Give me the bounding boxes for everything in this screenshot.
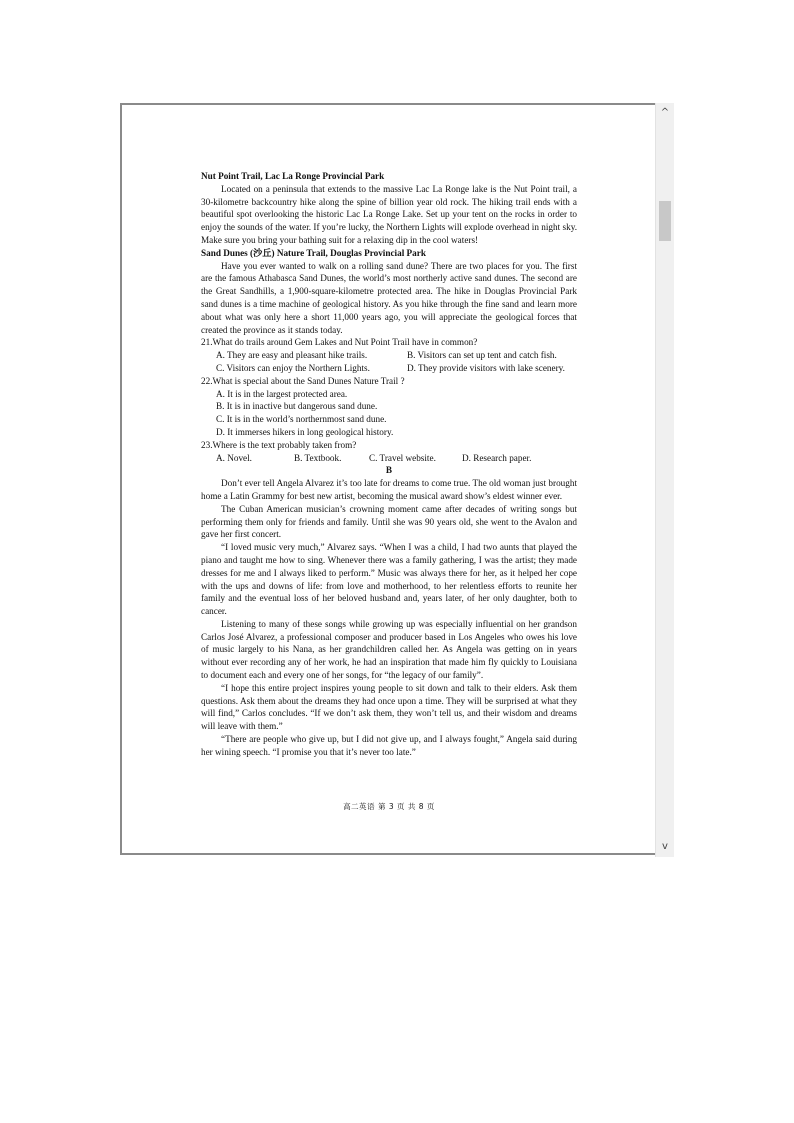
- vertical-scrollbar[interactable]: [655, 103, 674, 857]
- option-21b: B. Visitors can set up tent and catch fish.: [407, 350, 557, 361]
- page-footer: 高二英语 第 3 页 共 8 页: [343, 802, 435, 811]
- option-21c: C. Visitors can enjoy the Northern Lights.: [216, 362, 370, 373]
- paragraph-b4: Listening to many of these songs while growing up was especially influential on her grandson Carlos José Alvarez, a professional composer and producer based in Los Angeles who owes his love of music largely to his Nana, as her grandchildren called her. As Angela was getting on in years without ever recording any of her work, he had an inspiration that made him fly quickly to Louisiana to document each and every one of her songs, for “the legacy of our family”.: [201, 618, 577, 681]
- option-23c: C. Travel website.: [369, 452, 436, 463]
- option-22d: D. It immerses hikers in long geological history.: [216, 426, 394, 437]
- paragraph-sand-dunes: Have you ever wanted to walk on a rolling sand dune? There are two places for you. The first are the famous Athabasca Sand Dunes, the world’s most northerly active sand dunes. The second are the Great Sandhills, a 1,900-square-kilometre protected area. The hike in Douglas Provincial Park sand dunes is a time machine of geological history. As you hike through the fine sand and learn more about what was only here a short 11,000 years ago, you will appreciate the geological forces that created the province as it stands today.: [201, 260, 577, 335]
- scroll-thumb[interactable]: [659, 201, 671, 241]
- question-23-options: [201, 452, 577, 465]
- paragraph-b2: The Cuban American musician’s crowning moment came after decades of writing songs but performing them only for friends and family. Until she was 90 years old, she went to the Avalon and gave her first concert.: [201, 503, 577, 540]
- paragraph-b3: “I loved music very much,” Alvarez says. “When I was a child, I had two aunts that played the piano and taught me how to sing. Whenever there was a family gathering, I was the artist; they made dresses for me and I always liked to perform.” Music was always there for her, as it helped her cope with the ups and downs of life: from love and motherhood, to her relentless efforts to reunite her family and the eventual loss of her beloved husband and, years later, of her only daughter, both to cancer.: [201, 542, 577, 617]
- option-22b: B. It is in inactive but dangerous sand dune.: [216, 401, 378, 412]
- question-21-options-row-2: [201, 362, 577, 375]
- paragraph-b6: “There are people who give up, but I did not give up, and I always fought,” Angela said during her wining speech. “I promise you that it’s never too late.”: [201, 734, 577, 757]
- option-21a: A. They are easy and pleasant hike trails.: [216, 350, 368, 361]
- page-content: [201, 170, 577, 759]
- question-21-options-row-1: [201, 349, 577, 362]
- heading-nut-point: Nut Point Trail, Lac La Ronge Provincial Park: [201, 171, 385, 181]
- option-23d: D. Research paper.: [462, 452, 532, 463]
- option-22c: C. It is in the world’s northernmost sand dune.: [216, 414, 387, 425]
- question-22: 22.What is special about the Sand Dunes Nature Trail ?: [201, 375, 405, 386]
- paragraph-nut-point: Located on a peninsula that extends to the massive Lac La Ronge lake is the Nut Point trail, a 30-kilometre backcountry hike along the spine of billion year old rock. The hiking trail ends with a beautiful spot overlooking the historic Lac La Ronge Lake. Set up your tent on the rocks in order to enjoy the sounds of the water. If you’re lucky, the Northern Lights will explode overhead in night sky. Make sure you bring your bathing suit for a relaxing dip in the cool waters!: [201, 183, 577, 245]
- question-23: 23.Where is the text probably taken from?: [201, 439, 357, 450]
- option-22a: A. It is in the largest protected area.: [216, 388, 348, 399]
- section-b-heading: B: [385, 465, 393, 476]
- option-23a: A. Novel.: [216, 452, 252, 463]
- scroll-down-icon[interactable]: v: [662, 841, 668, 852]
- option-21d: D. They provide visitors with lake scenery.: [407, 362, 565, 373]
- scroll-up-icon[interactable]: ^: [660, 107, 670, 118]
- heading-sand-dunes: Sand Dunes (沙丘) Nature Trail, Douglas Provincial Park: [201, 247, 426, 258]
- paragraph-b5: “I hope this entire project inspires young people to sit down and talk to their elders. Ask them questions. Ask them about the dreams they had once upon a time. They will be surprised at what they will find,” Carlos concludes. “If we don’t ask them, they won’t tell us, and their wisdom and dreams will leave with them.”: [201, 682, 577, 732]
- paragraph-b1: Don’t ever tell Angela Alvarez it’s too late for dreams to come true. The old woman just brought home a Latin Grammy for best new artist, becoming the musical award show’s eldest winner ever.: [201, 478, 577, 501]
- option-23b: B. Textbook.: [294, 452, 342, 463]
- question-21: 21.What do trails around Gem Lakes and Nut Point Trail have in common?: [201, 337, 478, 348]
